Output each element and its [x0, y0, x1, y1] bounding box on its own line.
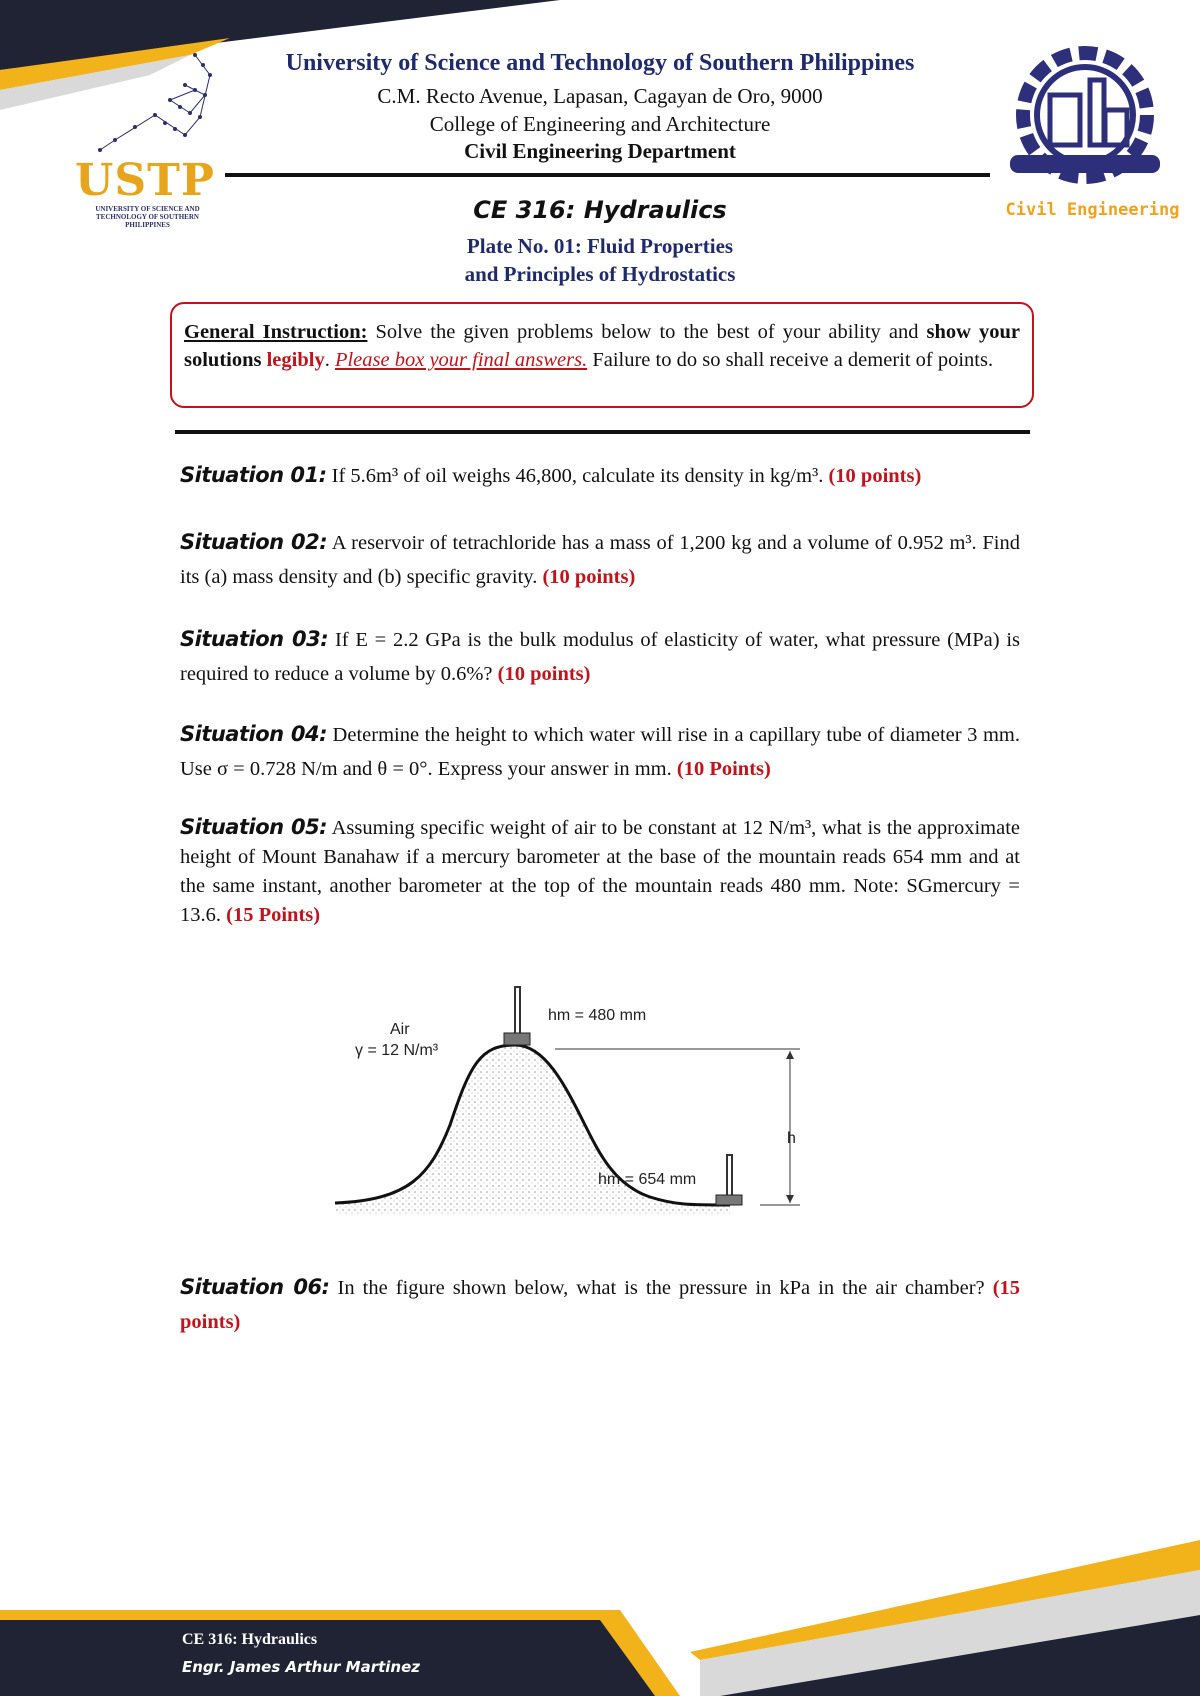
situation-06-text: In the figure shown below, what is the pressure in kPa in the air chamber? [329, 1277, 993, 1299]
instruction-text-2: Failure to do so shall receive a demerit of points. [587, 349, 994, 371]
course-title: CE 316: Hydraulics [473, 196, 727, 224]
situation-01-label: Situation 01: [180, 463, 327, 487]
situation-02-points: (10 points) [542, 566, 636, 588]
situation-06-points: (15 points) [180, 1277, 1021, 1333]
ustp-logo-subtext: UNIVERSITY OF SCIENCE AND TECHNOLOGY OF SOUTHERN PHILIPPINES [95, 205, 200, 229]
hm-top-label: hm = 480 mm [548, 1007, 647, 1024]
situation-05-text: Assuming specific weight of air to be constant at 12 N/m³, what is the approximate height of Mount Banahaw if a mercury barometer at the base of the mountain reads 654 mm and at the same instant, another barometer at the top of the mountain reads 480 mm. Note: SGmercury = 13.6. [180, 817, 1021, 926]
gamma-label: γ = 12 N/m³ [355, 1042, 439, 1059]
situation-04 [180, 717, 1020, 786]
situation-03-text: If E = 2.2 GPa is the bulk modulus of elasticity of water, what pressure (MPa) is required to reduce a volume by 0.6%? [180, 629, 1020, 685]
situation-04-points: (10 Points) [676, 758, 771, 780]
plate-title-line1: Plate No. 01: Fluid Properties [466, 234, 734, 258]
general-instruction-box [170, 302, 1034, 408]
instruction-box-answers: Please box your final answers. [334, 349, 588, 371]
mountain-fill [335, 1045, 730, 1215]
footer-course: CE 316: Hydraulics [182, 1631, 318, 1648]
instruction-legibly: legibly [266, 349, 325, 371]
college-name: College of Engineering and Architecture [429, 112, 771, 136]
air-label: Air [390, 1021, 410, 1038]
instruction-show-solutions: show your solutions [184, 321, 1021, 371]
situation-05-label: Situation 05: [180, 815, 328, 839]
situation-01 [180, 458, 1020, 493]
footer-instructor: Engr. James Arthur Martinez [182, 1658, 420, 1676]
situation-05-points: (15 Points) [226, 904, 321, 926]
situation-06 [180, 1270, 1020, 1339]
header-divider [225, 173, 990, 177]
university-name: University of Science and Technology of Southern Philippines [285, 50, 915, 76]
ustp-logo-text: USTP [75, 155, 215, 206]
section-divider [175, 430, 1030, 434]
situation-02 [180, 525, 1020, 594]
situation-03-points: (10 points) [497, 663, 591, 685]
university-address: C.M. Recto Avenue, Lapasan, Cagayan de Oro, 9000 [377, 84, 823, 108]
instruction-text-1: Solve the given problems below to the best of your ability and [367, 321, 927, 343]
situation-01-text: If 5.6m³ of oil weighs 46,800, calculate its density in kg/m³. [326, 465, 829, 487]
instruction-dot: . [324, 349, 335, 371]
situation-01-points: (10 points) [828, 465, 922, 487]
top-barometer-reservoir [504, 1033, 530, 1045]
instruction-label: General Instruction: [184, 321, 368, 343]
situation-04-label: Situation 04: [180, 722, 327, 746]
situation-06-label: Situation 06: [180, 1275, 330, 1299]
h-label: h [787, 1130, 796, 1147]
footer-decoration [0, 1540, 1200, 1696]
plate-title-line2: and Principles of Hydrostatics [464, 262, 736, 286]
situation-05 [180, 813, 1020, 930]
civil-engineering-logo-text: Civil Engineering [1005, 200, 1180, 220]
hm-bottom-label: hm = 654 mm [598, 1171, 697, 1188]
mountain-barometer-figure [330, 975, 830, 1245]
situation-03-label: Situation 03: [180, 627, 329, 651]
situation-02-label: Situation 02: [180, 530, 328, 554]
department-name: Civil Engineering Department [464, 139, 736, 163]
situation-03 [180, 622, 1020, 691]
situation-04-text: Determine the height to which water will rise in a capillary tube of diameter 3 mm. Use σ = 0.728 N/m and θ = 0°. Express your answer in mm. [180, 724, 1021, 780]
bottom-barometer-reservoir [716, 1195, 742, 1205]
situation-02-text: A reservoir of tetrachloride has a mass of 1,200 kg and a volume of 0.952 m³. Find its (a) mass density and (b) specific gravity. [180, 532, 1020, 588]
